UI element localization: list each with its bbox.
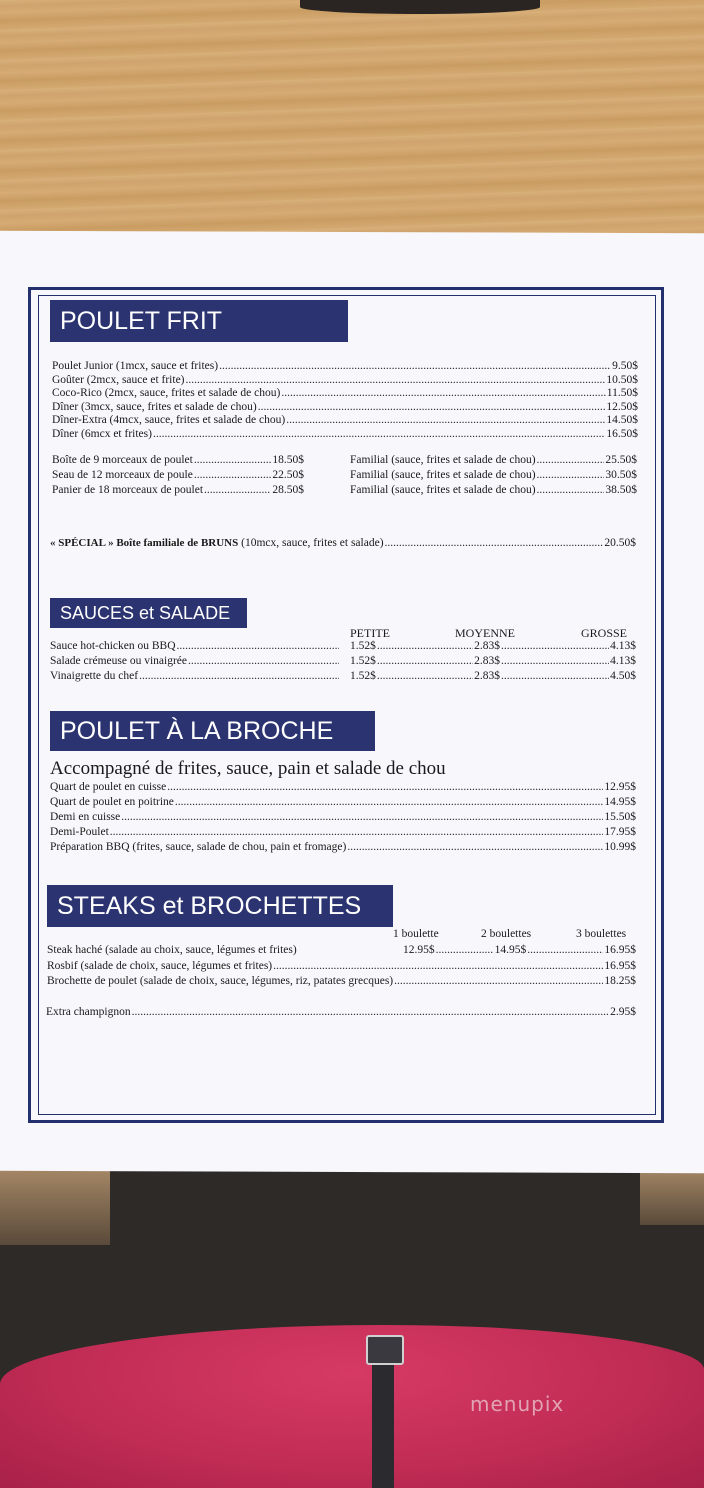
watermark-text: menupix (470, 1392, 565, 1416)
table-edge-left (0, 1165, 110, 1245)
menu-item-row (50, 670, 340, 682)
item-price: 9.50$ (612, 360, 638, 372)
leader-dots (204, 484, 271, 496)
grosse-cell (500, 640, 636, 652)
item-name: 1.52$ (350, 640, 376, 652)
item-price: 11.50$ (606, 387, 638, 399)
leader-dots (377, 670, 473, 682)
item-price: 25.50$ (605, 454, 637, 466)
leader-dots (194, 454, 272, 466)
item-price: 15.50$ (604, 811, 636, 823)
section-title-sauces: SAUCES et SALADE (50, 598, 247, 628)
special-row (50, 537, 636, 549)
item-name: Goûter (2mcx, sauce et frite) (52, 373, 185, 386)
wooden-table (0, 0, 704, 250)
grosse-cell (500, 670, 636, 682)
item-name: Coco-Rico (2mcx, sauce, frites et salade de chou) (52, 387, 281, 399)
leader-dots (188, 655, 339, 667)
item-name: Sauce hot-chicken ou BBQ (50, 640, 176, 652)
menu-item-row (50, 781, 636, 793)
col-2-boulettes: 2 boulettes (481, 928, 532, 940)
leader-dots (537, 484, 605, 496)
item-name: 1.52$ (350, 670, 376, 682)
zipper-pull (366, 1335, 404, 1365)
item-price: 2.83$ (474, 655, 500, 667)
section-title-broche: POULET À LA BROCHE (50, 711, 375, 751)
item-price: 4.13$ (610, 655, 636, 667)
item-price: 10.99$ (604, 841, 636, 853)
item-price: 22.50$ (272, 469, 304, 481)
table-edge-right (640, 1165, 704, 1225)
item-price: 16.95$ (604, 960, 636, 972)
leader-dots (347, 841, 603, 853)
item-price: 30.50$ (605, 469, 637, 481)
leader-dots (501, 640, 609, 652)
item-name: 1.52$ (350, 655, 376, 667)
item-name: Boîte de 9 morceaux de poulet (52, 454, 193, 466)
item-price: 14.95$ (604, 796, 636, 808)
leader-dots (175, 796, 603, 808)
special-price: 20.50$ (604, 537, 636, 549)
menu-item-row (52, 401, 638, 413)
item-name: Seau de 12 morceaux de poule (52, 469, 193, 481)
menu-item-row (350, 655, 500, 667)
leader-dots (219, 360, 611, 372)
item-price: 18.25$ (604, 975, 636, 987)
item-name: Rosbif (salade de choix, sauce, légumes et frites) (47, 960, 273, 972)
leader-dots (394, 975, 603, 987)
item-price: 14.50$ (606, 414, 638, 426)
leader-dots (121, 811, 603, 823)
col-1-boulette: 1 boulette (393, 928, 439, 940)
menu-item-row (50, 640, 340, 652)
item-name: Familial (sauce, frites et salade de chou) (350, 469, 536, 481)
leader-dots (194, 469, 272, 481)
item-name: Quart de poulet en cuisse (50, 781, 167, 793)
menu-item-row (52, 469, 304, 481)
item-name: Familial (sauce, frites et salade de chou) (350, 454, 536, 466)
menu-item-row (52, 414, 638, 426)
leader-dots (377, 640, 473, 652)
leader-dots (501, 655, 609, 667)
menu-item-row (350, 469, 637, 481)
item-name: Salade crémeuse ou vinaigrée (50, 655, 187, 667)
item-name: Dîner (3mcx, sauce, frites et salade de chou) (52, 400, 257, 413)
extra-row: Extra champignon ..... 2.95$ (46, 1006, 636, 1018)
broche-subtitle: Accompagné de frites, sauce, pain et salade de chou (50, 758, 446, 779)
item-name: Vinaigrette du chef (50, 670, 139, 682)
menu-item-row (350, 670, 500, 682)
item-price: 28.50$ (272, 484, 304, 496)
leader-dots (281, 387, 605, 399)
item-price: 18.50$ (272, 454, 304, 466)
item-price: 38.50$ (605, 484, 637, 496)
leader-dots (139, 670, 339, 682)
item-price: 16.50$ (606, 427, 638, 440)
leader-dots (167, 781, 603, 793)
col-petite: PETITE (350, 626, 390, 640)
leader-dots (153, 428, 605, 440)
dark-object-edge (300, 0, 540, 14)
menu-item-row (52, 484, 304, 496)
item-name: Dîner (6mcx et frites) (52, 427, 152, 440)
item-price: 2.83$ (474, 670, 500, 682)
leader-dots (537, 454, 605, 466)
item-name: Dîner-Extra (4mcx, sauce, frites et salade de chou) (52, 414, 286, 426)
menu-item-row (350, 454, 637, 466)
item-price: 12.50$ (606, 400, 638, 413)
item-name: Préparation BBQ (frites, sauce, salade de chou, pain et fromage) (50, 841, 347, 853)
item-name: Brochette de poulet (salade de choix, sauce, légumes, riz, patates grecques) (47, 975, 394, 987)
grosse-cell (500, 655, 636, 667)
col-3-boulettes: 3 boulettes (576, 928, 627, 940)
item-price: 12.95$ (604, 781, 636, 793)
item-price: 4.13$ (610, 640, 636, 652)
menu-item-row (52, 374, 638, 386)
col-grosse: GROSSE (581, 626, 628, 640)
menu-item-row (50, 826, 636, 838)
leader-dots (436, 944, 494, 956)
leader-dots (186, 374, 606, 386)
menu-item-row (50, 655, 340, 667)
pink-fleece-jacket (0, 1325, 704, 1488)
leader-dots (258, 401, 606, 413)
item-price: 17.95$ (604, 826, 636, 838)
item-name: Panier de 18 morceaux de poulet (52, 484, 204, 496)
leader-dots (110, 826, 604, 838)
menu-item-row (350, 640, 500, 652)
menu-item-row (50, 841, 636, 853)
item-name: Poulet Junior (1mcx, sauce et frites) (52, 360, 219, 372)
leader-dots (385, 537, 604, 549)
menu-item-row (52, 428, 638, 440)
steak-hache-row: Steak haché (salade au choix, sauce, légumes et frites) 12.95$ ..... 14.95$ ..... 16.95$ (47, 944, 636, 956)
leader-dots (527, 944, 603, 956)
item-name: Demi en cuisse (50, 811, 121, 823)
leader-dots (132, 1006, 609, 1018)
menu-item-row (50, 796, 636, 808)
col-moyenne: MOYENNE (455, 626, 515, 640)
section-title-steaks: STEAKS et BROCHETTES (47, 885, 393, 927)
item-name: Familial (sauce, frites et salade de chou) (350, 484, 536, 496)
item-price: 4.50$ (610, 670, 636, 682)
leader-dots (286, 414, 605, 426)
leader-dots (501, 670, 609, 682)
menu-item-row (52, 454, 304, 466)
section-title-poulet-frit: POULET FRIT (50, 300, 348, 342)
item-name: Demi-Poulet (50, 826, 109, 838)
menu-item-row (52, 387, 638, 399)
menu-item-row (47, 975, 636, 987)
item-price: 10.50$ (606, 373, 638, 386)
leader-dots (537, 469, 605, 481)
menu-item-row (52, 360, 638, 372)
leader-dots (273, 960, 603, 972)
leader-dots (177, 640, 339, 652)
menu-item-row (350, 484, 637, 496)
special-label: « SPÉCIAL » Boîte familiale de BRUNS (50, 537, 239, 549)
menu-item-row (50, 811, 636, 823)
leader-dots (377, 655, 473, 667)
item-name: Quart de poulet en poitrine (50, 796, 174, 808)
item-price: 2.83$ (474, 640, 500, 652)
menu-item-row (47, 960, 636, 972)
special-desc: (10mcx, sauce, frites et salade) (241, 537, 384, 549)
